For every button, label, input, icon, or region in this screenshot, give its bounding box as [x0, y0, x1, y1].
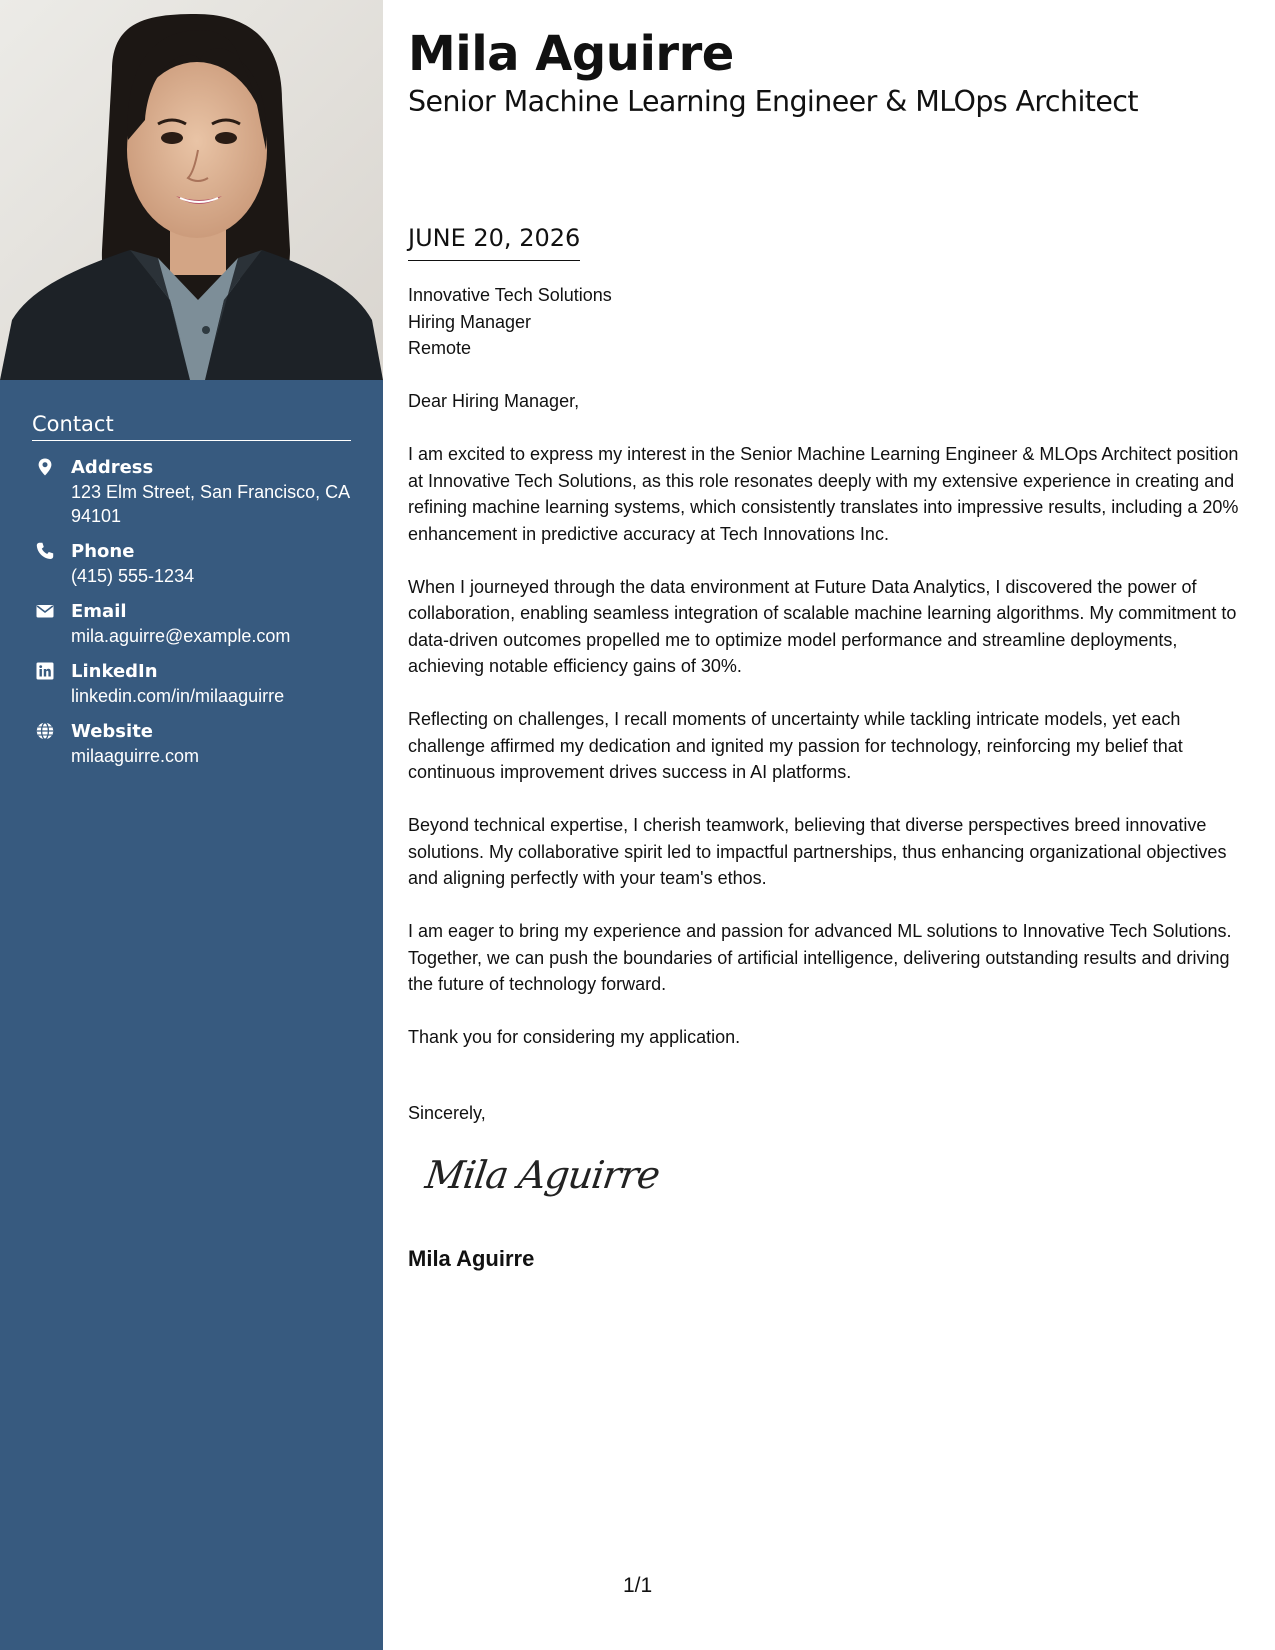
sidebar: [0, 0, 383, 1650]
contact-label: Phone: [71, 541, 135, 562]
paragraph: Beyond technical expertise, I cherish teamwork, believing that diverse perspectives breed innovative solutions. My collaborative spirit led to impactful partnerships, thus enhancing organizational objectives and aligning perfectly with your team's ethos.: [408, 815, 1227, 888]
contact-label: Website: [71, 721, 154, 742]
paragraph: Reflecting on challenges, I recall moments of uncertainty while tackling intricate models, yet each challenge affirmed my dedication and ignited my passion for technology, reinforcing my belief that continuous improvement drives success in AI platforms.: [408, 709, 1183, 782]
contact-item-email: [32, 600, 362, 648]
linkedin-value[interactable]: linkedin.com/in/milaaguirre: [71, 686, 285, 706]
paragraph: Thank you for considering my application.: [408, 1027, 741, 1047]
globe-icon: [36, 722, 54, 740]
paragraph: When I journeyed through the data environment at Future Data Analytics, I discovered the power of collaboration, enabling seamless integration of scalable machine learning algorithms. My commitment to data-driven outcomes propelled me to optimize model performance and streamline deployments, achieving notable efficiency gains of 30%.: [408, 576, 1237, 676]
phone-icon: [36, 542, 54, 560]
profile-photo: [0, 0, 383, 380]
recipient-location: Remote: [408, 338, 472, 358]
website-value[interactable]: milaaguirre.com: [71, 746, 200, 766]
paragraph: I am excited to express my interest in the Senior Machine Learning Engineer & MLOps Architect position at Innovative Tech Solutions, as this role resonates deeply with my extensive experience in creating and refining machine learning systems, which consistently translates into impressive results, including a 20% enhancement in predictive accuracy at Tech Innovations Inc.: [408, 444, 1239, 544]
contact-heading: Contact: [32, 413, 351, 441]
letter-date: JUNE 20, 2026: [408, 222, 580, 261]
recipient-block: [408, 282, 612, 362]
contact-label: Email: [71, 601, 127, 622]
recipient-role: Hiring Manager: [408, 311, 532, 332]
contact-label: Address: [71, 457, 154, 478]
address-value: 123 Elm Street, San Francisco, CA 94101: [71, 482, 350, 526]
contact-item-phone: [32, 540, 362, 588]
paragraph: I am eager to bring my experience and passion for advanced ML solutions to Innovative Tech Solutions. Together, we can push the boundaries of artificial intelligence, delivering outstanding results and driving the future of technology forward.: [408, 921, 1232, 994]
email-value[interactable]: mila.aguirre@example.com: [71, 626, 291, 646]
linkedin-icon: [36, 662, 54, 680]
closing: Sincerely,: [408, 1103, 486, 1123]
envelope-icon: [36, 602, 54, 620]
contact-list: [32, 456, 362, 780]
signature: Mila Aguirre: [422, 1153, 663, 1197]
phone-value: (415) 555-1234: [71, 566, 195, 586]
contact-item-website: [32, 720, 362, 768]
contact-item-address: [32, 456, 362, 528]
map-pin-icon: [36, 458, 54, 476]
letter-content: [408, 388, 1240, 1077]
contact-label: LinkedIn: [71, 661, 158, 682]
recipient-company: Innovative Tech Solutions: [408, 285, 612, 305]
applicant-name: Mila Aguirre: [408, 26, 734, 82]
contact-item-linkedin: [32, 660, 362, 708]
signer-name: Mila Aguirre: [408, 1246, 535, 1271]
job-title: Senior Machine Learning Engineer & MLOps Architect: [408, 85, 1138, 118]
page-number: 1/1: [623, 1574, 653, 1597]
salutation: Dear Hiring Manager,: [408, 391, 580, 411]
